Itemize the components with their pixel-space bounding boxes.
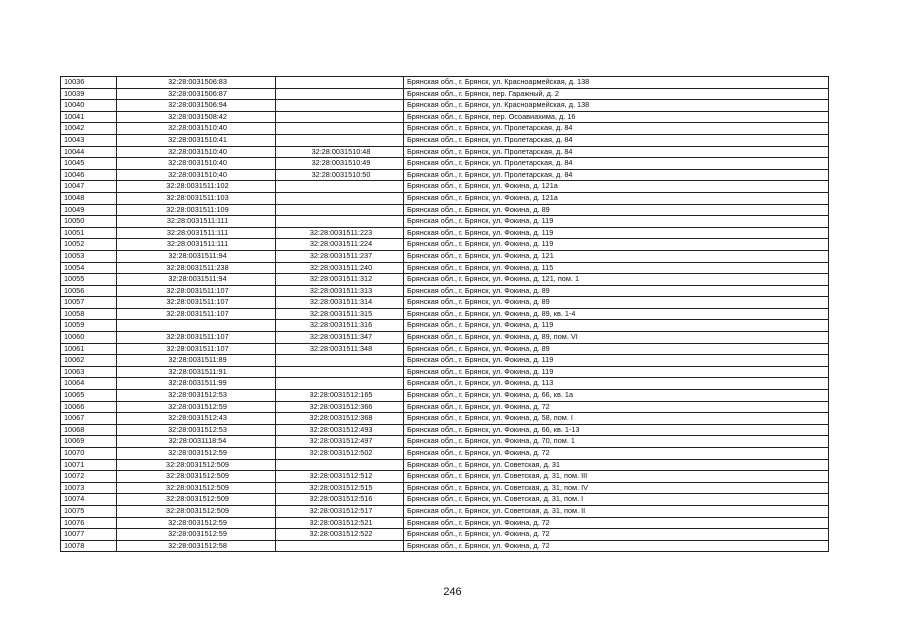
object-cadastral-number-cell: 32:28:0031512:512 bbox=[276, 471, 404, 483]
parcel-cadastral-number-cell: 32:28:0031511:111 bbox=[117, 216, 276, 228]
object-cadastral-number-cell: 32:28:0031511:316 bbox=[276, 320, 404, 332]
address-cell: Брянская обл., г. Брянск, пер. Осоавиахима, д. 16 bbox=[404, 111, 829, 123]
address-cell: Брянская обл., г. Брянск, ул. Красноармейская, д. 138 bbox=[404, 77, 829, 89]
address-cell: Брянская обл., г. Брянск, ул. Фокина, д. 119 bbox=[404, 320, 829, 332]
row-number-cell: 10057 bbox=[61, 297, 117, 309]
address-cell: Брянская обл., г. Брянск, ул. Фокина, д. 72 bbox=[404, 517, 829, 529]
parcel-cadastral-number-cell: 32:28:0031511:111 bbox=[117, 239, 276, 251]
object-cadastral-number-cell: 32:28:0031511:348 bbox=[276, 343, 404, 355]
object-cadastral-number-cell: 32:28:0031512:368 bbox=[276, 413, 404, 425]
address-cell: Брянская обл., г. Брянск, ул. Советская, д. 31, пом. II bbox=[404, 505, 829, 517]
parcel-cadastral-number-cell: 32:28:0031511:107 bbox=[117, 297, 276, 309]
row-number-cell: 10052 bbox=[61, 239, 117, 251]
parcel-cadastral-number-cell: 32:28:0031510:41 bbox=[117, 134, 276, 146]
object-cadastral-number-cell: 32:28:0031511:347 bbox=[276, 332, 404, 344]
parcel-cadastral-number-cell: 32:28:0031510:40 bbox=[117, 169, 276, 181]
row-number-cell: 10077 bbox=[61, 529, 117, 541]
address-cell: Брянская обл., г. Брянск, ул. Фокина, д. 119 bbox=[404, 366, 829, 378]
parcel-cadastral-number-cell: 32:28:0031512:43 bbox=[117, 413, 276, 425]
table-row bbox=[61, 227, 829, 239]
table-row bbox=[61, 332, 829, 344]
row-number-cell: 10064 bbox=[61, 378, 117, 390]
address-cell: Брянская обл., г. Брянск, ул. Фокина, д. 89, кв. 1-4 bbox=[404, 308, 829, 320]
parcel-cadastral-number-cell: 32:28:0031512:59 bbox=[117, 448, 276, 460]
address-cell: Брянская обл., г. Брянск, ул. Советская, д. 31, пом. IV bbox=[404, 482, 829, 494]
table-row bbox=[61, 413, 829, 425]
object-cadastral-number-cell bbox=[276, 204, 404, 216]
address-cell: Брянская обл., г. Брянск, ул. Фокина, д. 66, кв. 1-13 bbox=[404, 424, 829, 436]
row-number-cell: 10047 bbox=[61, 181, 117, 193]
table-row bbox=[61, 77, 829, 89]
table-row bbox=[61, 540, 829, 552]
parcel-cadastral-number-cell: 32:28:0031508:42 bbox=[117, 111, 276, 123]
table-row bbox=[61, 448, 829, 460]
table-row bbox=[61, 517, 829, 529]
table-row bbox=[61, 471, 829, 483]
table-row bbox=[61, 297, 829, 309]
row-number-cell: 10059 bbox=[61, 320, 117, 332]
address-cell: Брянская обл., г. Брянск, ул. Фокина, д. 72 bbox=[404, 540, 829, 552]
parcel-cadastral-number-cell: 32:28:0031512:58 bbox=[117, 540, 276, 552]
address-cell: Брянская обл., г. Брянск, ул. Фокина, д. 119 bbox=[404, 227, 829, 239]
table-row bbox=[61, 459, 829, 471]
object-cadastral-number-cell: 32:28:0031510:49 bbox=[276, 158, 404, 170]
row-number-cell: 10045 bbox=[61, 158, 117, 170]
table-row bbox=[61, 169, 829, 181]
parcel-cadastral-number-cell: 32:28:0031511:103 bbox=[117, 192, 276, 204]
table-row bbox=[61, 100, 829, 112]
object-cadastral-number-cell: 32:28:0031510:48 bbox=[276, 146, 404, 158]
address-cell: Брянская обл., г. Брянск, ул. Фокина, д. 119 bbox=[404, 239, 829, 251]
row-number-cell: 10040 bbox=[61, 100, 117, 112]
address-cell: Брянская обл., г. Брянск, ул. Советская, д. 31, пом. III bbox=[404, 471, 829, 483]
row-number-cell: 10074 bbox=[61, 494, 117, 506]
address-cell: Брянская обл., г. Брянск, ул. Пролетарская, д. 84 bbox=[404, 123, 829, 135]
row-number-cell: 10051 bbox=[61, 227, 117, 239]
row-number-cell: 10060 bbox=[61, 332, 117, 344]
table-row bbox=[61, 134, 829, 146]
address-cell: Брянская обл., г. Брянск, ул. Фокина, д. 115 bbox=[404, 262, 829, 274]
table-body bbox=[61, 77, 829, 552]
object-cadastral-number-cell: 32:28:0031511:314 bbox=[276, 297, 404, 309]
row-number-cell: 10048 bbox=[61, 192, 117, 204]
row-number-cell: 10044 bbox=[61, 146, 117, 158]
address-cell: Брянская обл., г. Брянск, ул. Фокина, д. 58, пом. I bbox=[404, 413, 829, 425]
address-cell: Брянская обл., г. Брянск, ул. Фокина, д. 89 bbox=[404, 285, 829, 297]
row-number-cell: 10055 bbox=[61, 274, 117, 286]
table-row bbox=[61, 158, 829, 170]
address-cell: Брянская обл., г. Брянск, ул. Фокина, д. 66, кв. 1а bbox=[404, 390, 829, 402]
address-cell: Брянская обл., г. Брянск, ул. Советская, д. 31, пом. I bbox=[404, 494, 829, 506]
object-cadastral-number-cell bbox=[276, 378, 404, 390]
parcel-cadastral-number-cell: 32:28:0031512:59 bbox=[117, 529, 276, 541]
row-number-cell: 10071 bbox=[61, 459, 117, 471]
page-number: 246 bbox=[443, 586, 462, 598]
table-row bbox=[61, 88, 829, 100]
row-number-cell: 10076 bbox=[61, 517, 117, 529]
table-row bbox=[61, 401, 829, 413]
parcel-cadastral-number-cell: 32:28:0031511:91 bbox=[117, 366, 276, 378]
parcel-cadastral-number-cell: 32:28:0031511:107 bbox=[117, 285, 276, 297]
table-row bbox=[61, 482, 829, 494]
parcel-cadastral-number-cell: 32:28:0031511:109 bbox=[117, 204, 276, 216]
parcel-cadastral-number-cell: 32:28:0031511:111 bbox=[117, 227, 276, 239]
parcel-cadastral-number-cell: 32:28:0031511:99 bbox=[117, 378, 276, 390]
parcel-cadastral-number-cell: 32:28:0031506:87 bbox=[117, 88, 276, 100]
table-row bbox=[61, 204, 829, 216]
parcel-cadastral-number-cell: 32:28:0031511:238 bbox=[117, 262, 276, 274]
row-number-cell: 10036 bbox=[61, 77, 117, 89]
row-number-cell: 10066 bbox=[61, 401, 117, 413]
address-cell: Брянская обл., г. Брянск, ул. Фокина, д. 121 bbox=[404, 250, 829, 262]
parcel-cadastral-number-cell: 32:28:0031512:509 bbox=[117, 471, 276, 483]
address-cell: Брянская обл., г. Брянск, ул. Фокина, д. 72 bbox=[404, 529, 829, 541]
table-row bbox=[61, 239, 829, 251]
row-number-cell: 10050 bbox=[61, 216, 117, 228]
object-cadastral-number-cell: 32:28:0031512:516 bbox=[276, 494, 404, 506]
object-cadastral-number-cell: 32:28:0031512:165 bbox=[276, 390, 404, 402]
address-cell: Брянская обл., г. Брянск, ул. Фокина, д. 121а bbox=[404, 181, 829, 193]
table-row bbox=[61, 436, 829, 448]
object-cadastral-number-cell bbox=[276, 540, 404, 552]
address-cell: Брянская обл., г. Брянск, ул. Фокина, д. 121, пом. 1 bbox=[404, 274, 829, 286]
table-row bbox=[61, 529, 829, 541]
address-cell: Брянская обл., г. Брянск, ул. Пролетарская, д. 84 bbox=[404, 134, 829, 146]
row-number-cell: 10078 bbox=[61, 540, 117, 552]
address-cell: Брянская обл., г. Брянск, ул. Красноармейская, д. 138 bbox=[404, 100, 829, 112]
object-cadastral-number-cell bbox=[276, 123, 404, 135]
object-cadastral-number-cell bbox=[276, 181, 404, 193]
row-number-cell: 10046 bbox=[61, 169, 117, 181]
parcel-cadastral-number-cell: 32:28:0031512:59 bbox=[117, 517, 276, 529]
table-row bbox=[61, 192, 829, 204]
object-cadastral-number-cell: 32:28:0031512:502 bbox=[276, 448, 404, 460]
row-number-cell: 10063 bbox=[61, 366, 117, 378]
parcel-cadastral-number-cell: 32:28:0031511:107 bbox=[117, 332, 276, 344]
object-cadastral-number-cell: 32:28:0031511:312 bbox=[276, 274, 404, 286]
row-number-cell: 10069 bbox=[61, 436, 117, 448]
table-row bbox=[61, 366, 829, 378]
table-row bbox=[61, 123, 829, 135]
object-cadastral-number-cell: 32:28:0031511:315 bbox=[276, 308, 404, 320]
parcel-cadastral-number-cell: 32:28:0031510:40 bbox=[117, 123, 276, 135]
address-cell: Брянская обл., г. Брянск, ул. Фокина, д. 89 bbox=[404, 204, 829, 216]
address-cell: Брянская обл., г. Брянск, ул. Пролетарская, д. 84 bbox=[404, 146, 829, 158]
object-cadastral-number-cell: 32:28:0031511:223 bbox=[276, 227, 404, 239]
table-row bbox=[61, 308, 829, 320]
parcel-cadastral-number-cell: 32:28:0031512:59 bbox=[117, 401, 276, 413]
object-cadastral-number-cell bbox=[276, 459, 404, 471]
row-number-cell: 10049 bbox=[61, 204, 117, 216]
table-row bbox=[61, 285, 829, 297]
object-cadastral-number-cell bbox=[276, 355, 404, 367]
table-row bbox=[61, 250, 829, 262]
row-number-cell: 10070 bbox=[61, 448, 117, 460]
row-number-cell: 10043 bbox=[61, 134, 117, 146]
row-number-cell: 10058 bbox=[61, 308, 117, 320]
address-cell: Брянская обл., г. Брянск, ул. Фокина, д. 119 bbox=[404, 216, 829, 228]
address-cell: Брянская обл., г. Брянск, ул. Фокина, д. 70, пом. 1 bbox=[404, 436, 829, 448]
address-cell: Брянская обл., г. Брянск, ул. Фокина, д. 72 bbox=[404, 401, 829, 413]
table-row bbox=[61, 390, 829, 402]
object-cadastral-number-cell bbox=[276, 111, 404, 123]
parcel-cadastral-number-cell: 32:28:0031511:107 bbox=[117, 308, 276, 320]
object-cadastral-number-cell: 32:28:0031511:240 bbox=[276, 262, 404, 274]
address-cell: Брянская обл., г. Брянск, ул. Фокина, д. 89 bbox=[404, 297, 829, 309]
parcel-cadastral-number-cell: 32:28:0031511:94 bbox=[117, 250, 276, 262]
object-cadastral-number-cell bbox=[276, 88, 404, 100]
object-cadastral-number-cell bbox=[276, 216, 404, 228]
parcel-cadastral-number-cell: 32:28:0031512:509 bbox=[117, 505, 276, 517]
parcel-cadastral-number-cell: 32:28:0031512:509 bbox=[117, 494, 276, 506]
object-cadastral-number-cell: 32:28:0031511:237 bbox=[276, 250, 404, 262]
parcel-cadastral-number-cell: 32:28:0031118:54 bbox=[117, 436, 276, 448]
object-cadastral-number-cell: 32:28:0031511:224 bbox=[276, 239, 404, 251]
address-cell: Брянская обл., г. Брянск, ул. Пролетарская, д. 84 bbox=[404, 169, 829, 181]
row-number-cell: 10053 bbox=[61, 250, 117, 262]
object-cadastral-number-cell bbox=[276, 77, 404, 89]
address-cell: Брянская обл., г. Брянск, ул. Фокина, д. 89, пом. VI bbox=[404, 332, 829, 344]
row-number-cell: 10056 bbox=[61, 285, 117, 297]
parcel-cadastral-number-cell: 32:28:0031511:94 bbox=[117, 274, 276, 286]
object-cadastral-number-cell bbox=[276, 134, 404, 146]
object-cadastral-number-cell: 32:28:0031510:50 bbox=[276, 169, 404, 181]
row-number-cell: 10042 bbox=[61, 123, 117, 135]
registry-table bbox=[60, 76, 829, 552]
row-number-cell: 10067 bbox=[61, 413, 117, 425]
table-row bbox=[61, 181, 829, 193]
table-row bbox=[61, 378, 829, 390]
table-row bbox=[61, 424, 829, 436]
table-row bbox=[61, 262, 829, 274]
address-cell: Брянская обл., г. Брянск, ул. Фокина, д. 72 bbox=[404, 448, 829, 460]
object-cadastral-number-cell: 32:28:0031512:515 bbox=[276, 482, 404, 494]
object-cadastral-number-cell bbox=[276, 100, 404, 112]
row-number-cell: 10061 bbox=[61, 343, 117, 355]
row-number-cell: 10039 bbox=[61, 88, 117, 100]
table-row bbox=[61, 494, 829, 506]
parcel-cadastral-number-cell: 32:28:0031512:53 bbox=[117, 390, 276, 402]
row-number-cell: 10062 bbox=[61, 355, 117, 367]
address-cell: Брянская обл., г. Брянск, ул. Пролетарская, д. 84 bbox=[404, 158, 829, 170]
row-number-cell: 10073 bbox=[61, 482, 117, 494]
table-row bbox=[61, 111, 829, 123]
object-cadastral-number-cell bbox=[276, 366, 404, 378]
parcel-cadastral-number-cell: 32:28:0031512:509 bbox=[117, 459, 276, 471]
parcel-cadastral-number-cell: 32:28:0031510:40 bbox=[117, 146, 276, 158]
parcel-cadastral-number-cell: 32:28:0031511:89 bbox=[117, 355, 276, 367]
object-cadastral-number-cell: 32:28:0031512:517 bbox=[276, 505, 404, 517]
table-row bbox=[61, 320, 829, 332]
parcel-cadastral-number-cell: 32:28:0031511:102 bbox=[117, 181, 276, 193]
table-row bbox=[61, 343, 829, 355]
object-cadastral-number-cell: 32:28:0031512:493 bbox=[276, 424, 404, 436]
row-number-cell: 10041 bbox=[61, 111, 117, 123]
table-row bbox=[61, 216, 829, 228]
row-number-cell: 10054 bbox=[61, 262, 117, 274]
address-cell: Брянская обл., г. Брянск, пер. Гаражный, д. 2 bbox=[404, 88, 829, 100]
parcel-cadastral-number-cell: 32:28:0031506:83 bbox=[117, 77, 276, 89]
table-row bbox=[61, 146, 829, 158]
table-row bbox=[61, 505, 829, 517]
table-row bbox=[61, 274, 829, 286]
parcel-cadastral-number-cell: 32:28:0031511:107 bbox=[117, 343, 276, 355]
parcel-cadastral-number-cell: 32:28:0031512:53 bbox=[117, 424, 276, 436]
parcel-cadastral-number-cell: 32:28:0031510:40 bbox=[117, 158, 276, 170]
address-cell: Брянская обл., г. Брянск, ул. Советская, д. 31 bbox=[404, 459, 829, 471]
address-cell: Брянская обл., г. Брянск, ул. Фокина, д. 121а bbox=[404, 192, 829, 204]
table-row bbox=[61, 355, 829, 367]
row-number-cell: 10065 bbox=[61, 390, 117, 402]
row-number-cell: 10068 bbox=[61, 424, 117, 436]
object-cadastral-number-cell: 32:28:0031511:313 bbox=[276, 285, 404, 297]
parcel-cadastral-number-cell: 32:28:0031506:94 bbox=[117, 100, 276, 112]
object-cadastral-number-cell bbox=[276, 192, 404, 204]
row-number-cell: 10075 bbox=[61, 505, 117, 517]
row-number-cell: 10072 bbox=[61, 471, 117, 483]
object-cadastral-number-cell: 32:28:0031512:522 bbox=[276, 529, 404, 541]
object-cadastral-number-cell: 32:28:0031512:366 bbox=[276, 401, 404, 413]
address-cell: Брянская обл., г. Брянск, ул. Фокина, д. 113 bbox=[404, 378, 829, 390]
address-cell: Брянская обл., г. Брянск, ул. Фокина, д. 119 bbox=[404, 355, 829, 367]
object-cadastral-number-cell: 32:28:0031512:497 bbox=[276, 436, 404, 448]
parcel-cadastral-number-cell: 32:28:0031512:509 bbox=[117, 482, 276, 494]
object-cadastral-number-cell: 32:28:0031512:521 bbox=[276, 517, 404, 529]
parcel-cadastral-number-cell bbox=[117, 320, 276, 332]
address-cell: Брянская обл., г. Брянск, ул. Фокина, д. 89 bbox=[404, 343, 829, 355]
